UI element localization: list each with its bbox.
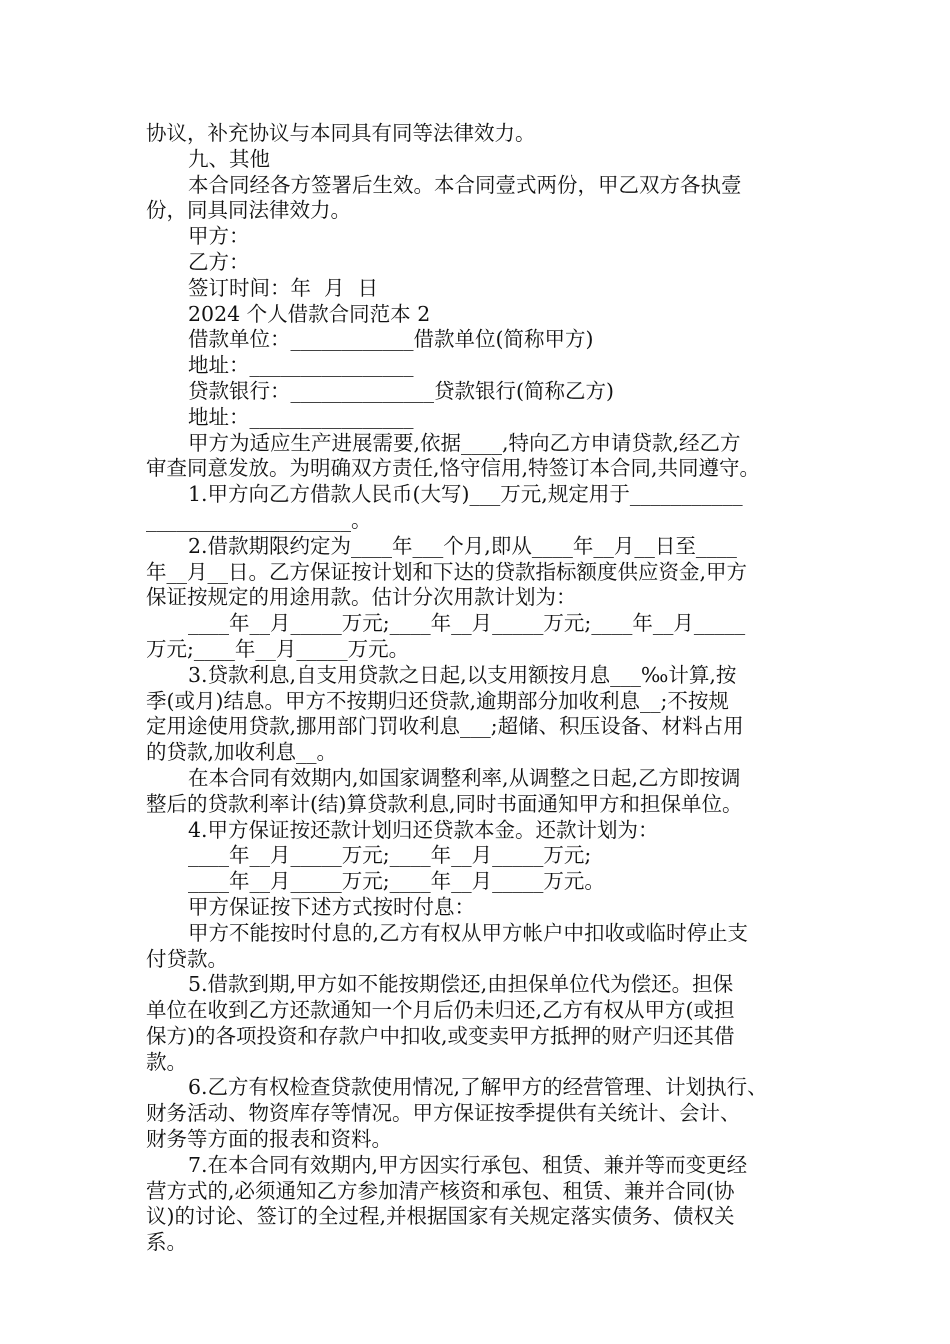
text-line: ____________________。 [146,507,372,532]
text-line: 甲方不能按时付息的,乙方有权从甲方帐户中扣收或临时停止支 [188,920,749,945]
text-line: 6.乙方有权检查贷款使用情况,了解甲方的经营管理、计划执行、 [188,1075,768,1100]
text-line: 签订时间：年 月 日 [188,275,379,300]
text-line: 地址：________________ [188,404,414,429]
text-line: 季(或月)结息。甲方不按期归还贷款,逾期部分加收利息__;不按规 [146,688,729,713]
text-line: 协议，补充协议与本同具有同等法律效力。 [146,121,536,145]
text-line: ____年__月_____万元;____年__月_____万元; [188,843,592,868]
text-line: 系。 [146,1230,187,1255]
text-line: 乙方： [188,249,250,274]
text-line: 保证按规定的用途用款。估计分次用款计划为： [146,585,577,610]
text-line: 保方)的各项投资和存款户中扣收,或变卖甲方抵押的财产归还其借 [146,1023,735,1048]
text-line: 借款单位：____________借款单位(简称甲方) [188,327,594,352]
text-line: 在本合同有效期内,如国家调整利率,从调整之日起,乙方即按调 [188,765,741,790]
text-line: 年__月__日。乙方保证按计划和下达的贷款指标额度供应资金,甲方 [146,559,748,584]
text-line: 万元;____年__月_____万元。 [146,636,410,661]
text-line: 审查同意发放。为明确双方责任,恪守信用,特签订本合同,共同遵守。 [146,456,761,481]
text-line: 甲方为适应生产进展需要,依据____,特向乙方申请贷款,经乙方 [188,430,741,455]
text-line: 地址：________________ [188,353,414,378]
text-line: 甲方保证按下述方式按时付息： [188,894,475,919]
text-line: 营方式的,必须通知乙方参加清产核资和承包、租赁、兼并合同(协 [146,1178,735,1203]
text-line: 4.甲方保证按还款计划归还贷款本金。还款计划为： [188,817,659,842]
text-line: 整后的贷款利率计(结)算贷款利息,同时书面通知甲方和担保单位。 [146,791,743,816]
text-line: 3.贷款利息,自支用贷款之日起,以支用额按月息___‰计算,按 [188,662,737,687]
text-line: 本合同经各方签署后生效。本合同壹式两份，甲乙双方各执壹 [188,172,742,197]
text-line: 财务活动、物资库存等情况。甲方保证按季提供有关统计、会计、 [146,1101,741,1126]
text-line: 甲方： [188,224,250,249]
text-line: 财务等方面的报表和资料。 [146,1127,392,1152]
text-line: ____年__月_____万元;____年__月_____万元;____年__月_____ [188,611,746,636]
text-line: 份，同具同法律效力。 [146,198,351,223]
text-line: 2024 个人借款合同范本 2 [188,301,431,326]
text-line: 九、其他 [188,146,270,171]
text-line: 议)的讨论、签订的全过程,并根据国家有关规定落实债务、债权关 [146,1204,735,1229]
text-line: 付贷款。 [146,946,228,971]
text-line: 2.借款期限约定为____年___个月,即从____年__月__日至____ [188,533,737,558]
text-line: 1.甲方向乙方借款人民币(大写)___万元,规定用于___________ [188,482,743,507]
text-line: 定用途使用贷款,挪用部门罚收利息___;超储、积压设备、材料占用 [146,714,744,739]
text-line: 的贷款,加收利息__。 [146,740,338,765]
text-line: 5.借款到期,甲方如不能按期偿还,由担保单位代为偿还。担保 [188,972,734,997]
document-body [146,121,810,1256]
text-line: 7.在本合同有效期内,甲方因实行承包、租赁、兼并等而变更经 [188,1152,748,1177]
text-line: ____年__月_____万元;____年__月_____万元。 [188,869,605,894]
text-line: 款。 [146,1049,187,1074]
text-line: 单位在收到乙方还款通知一个月后仍未归还,乙方有权从甲方(或担 [146,998,735,1023]
text-line: 贷款银行：______________贷款银行(简称乙方) [188,378,614,403]
